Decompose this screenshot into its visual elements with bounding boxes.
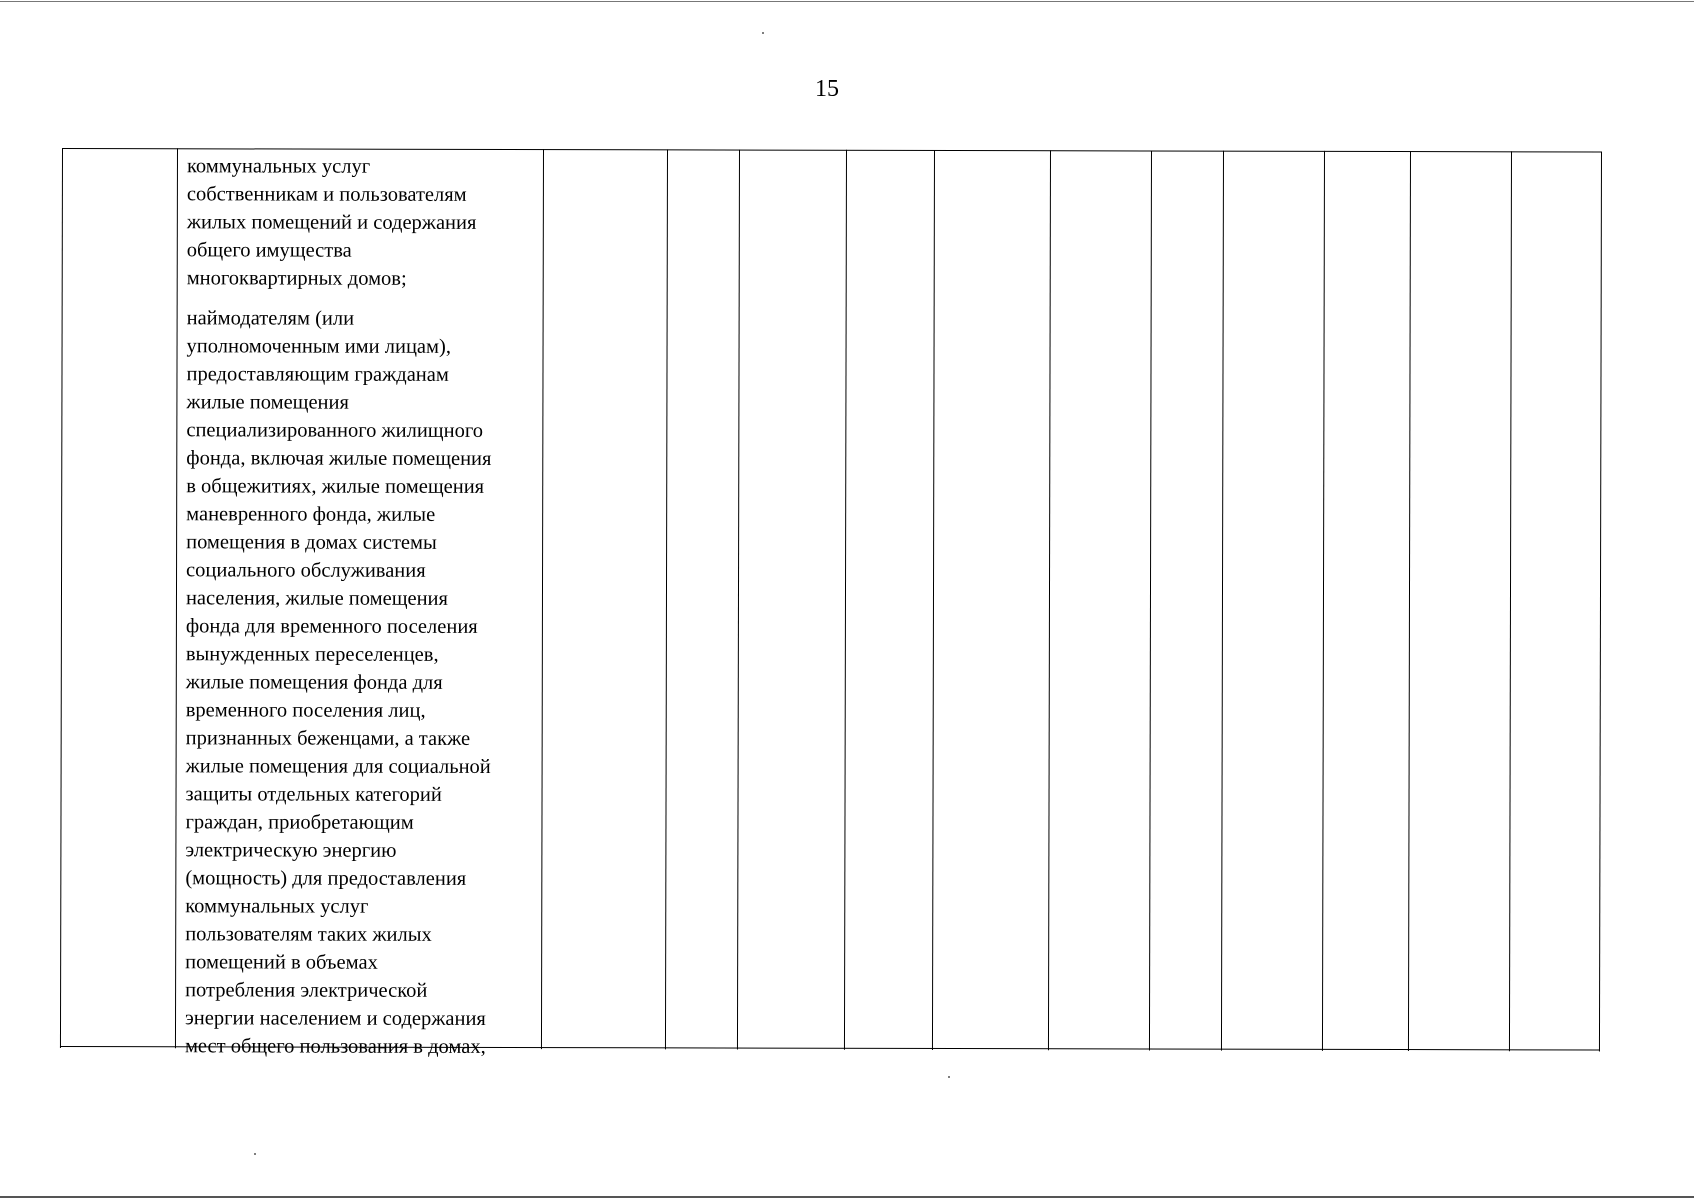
text-line: граждан, приобретающим [185, 811, 414, 834]
table-cell-empty [844, 150, 935, 1050]
table-cell-empty [1509, 151, 1602, 1051]
table-cell-empty [1048, 150, 1152, 1050]
text-line: помещений в объемах [185, 951, 378, 974]
table-cell-empty [1221, 151, 1325, 1051]
text-line: многоквартирных домов; [186, 267, 407, 290]
text-line: коммунальных услуг [186, 155, 371, 178]
text-line: уполномоченным ими лицам), [186, 335, 451, 358]
text-line: наймодателям (или [186, 307, 355, 330]
text-line: социального обслуживания [186, 559, 426, 582]
table-cell-empty [665, 149, 740, 1049]
text-line: признанных беженцами, а также [185, 727, 471, 750]
text-line: маневренного фонда, жилые [186, 503, 436, 526]
scan-speck [948, 1076, 950, 1078]
table-cell-empty [1322, 151, 1411, 1051]
table-cell-empty [737, 150, 847, 1050]
text-line: коммунальных услуг [185, 895, 369, 918]
text-line: специализированного жилищного [186, 419, 484, 442]
scan-speck [762, 32, 764, 34]
text-line: вынужденных переселенцев, [185, 643, 439, 666]
page-number: 15 [815, 76, 839, 102]
text-line: населения, жилые помещения [185, 587, 449, 610]
table-cell-empty [1149, 150, 1224, 1050]
text-line: жилые помещения фонда для [185, 671, 443, 694]
text-line: временного поселения лиц, [185, 699, 426, 722]
text-line: общего имущества [186, 239, 352, 262]
text-line: фонда, включая жилые помещения [186, 447, 492, 470]
text-line: фонда для временного поселения [185, 615, 478, 638]
text-line: жилые помещения [186, 391, 349, 414]
scan-top-edge [0, 1, 1694, 2]
description-text [185, 152, 532, 1061]
description-paragraph [187, 152, 532, 293]
text-line: помещения в домах системы [186, 531, 437, 554]
text-line: защиты отдельных категорий [185, 783, 442, 806]
scan-bottom-edge [0, 1196, 1694, 1198]
text-line: жилые помещения для социальной [185, 755, 491, 778]
text-line: мест общего пользования в домах, [184, 1035, 486, 1058]
text-line: в общежитиях, жилые помещения [186, 475, 485, 498]
description-paragraph [185, 304, 532, 1061]
scan-speck [254, 1153, 256, 1155]
text-line: жилых помещений и содержания [186, 211, 477, 234]
table-cell-number [60, 148, 178, 1048]
text-line: предоставляющим гражданам [186, 363, 449, 386]
text-line: потребления электрической [185, 979, 428, 1002]
text-line: (мощность) для предоставления [185, 867, 467, 890]
text-line: энергии населением и содержания [185, 1007, 486, 1030]
text-line: электрическую энергию [185, 839, 397, 862]
text-line: собственникам и пользователям [186, 183, 467, 206]
table-cell-empty [932, 150, 1051, 1050]
document-table [60, 148, 1602, 1058]
text-line: пользователям таких жилых [185, 923, 432, 946]
table-cell-empty [1408, 151, 1512, 1051]
table-cell-empty [541, 149, 668, 1049]
